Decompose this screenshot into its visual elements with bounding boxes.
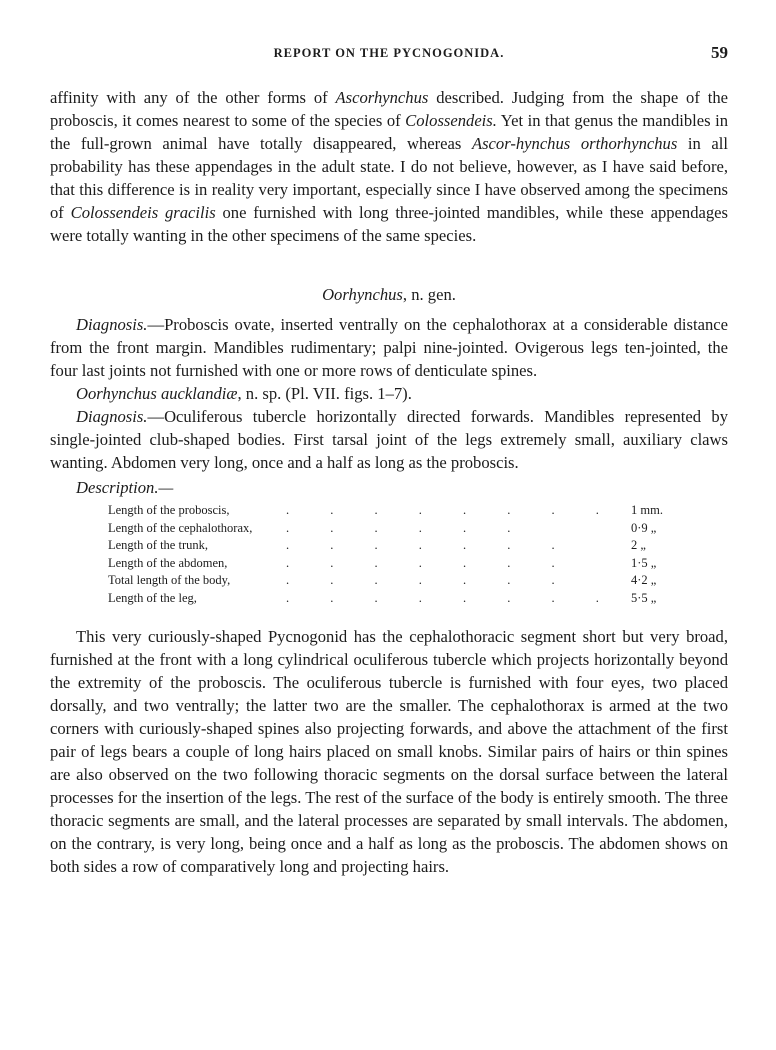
page-number: 59 — [711, 43, 728, 62]
description-label: Description.— — [76, 478, 174, 497]
genus-diagnosis — [50, 313, 728, 382]
text-run: described. Judging from the shape of the proboscis, it comes nearest to some of the species of — [50, 88, 728, 130]
measurement-row — [108, 521, 663, 539]
measurement-label: Total length of the body, — [108, 573, 231, 588]
measurement-value: 1·5 „ — [631, 555, 657, 570]
page — [50, 40, 728, 878]
measurement-label: Length of the abdomen, — [108, 555, 228, 570]
species-diagnosis — [50, 405, 728, 474]
genus-name: Oorhynchus — [322, 285, 403, 304]
measurement-label: Length of the leg, — [108, 590, 197, 605]
text-run: one furnished with long three-jointed mandibles, while these appendages were totally wanting in the other specimens of the same species. — [50, 203, 728, 245]
running-title: REPORT ON THE PYCNOGONIDA. — [273, 46, 505, 60]
measurement-row — [108, 591, 663, 609]
measurement-row — [108, 573, 663, 591]
genus-suffix: , n. gen. — [402, 285, 456, 304]
species-name: Oorhynchus aucklandiæ — [76, 384, 238, 403]
species-reference: , n. sp. (Pl. VII. figs. 1–7). — [237, 384, 412, 403]
diagnosis-label: Diagnosis. — [76, 315, 148, 334]
text-run: in all probability has these appendages in the adult state. I do not believe, however, as I have said before, that this difference is in reality very important, especially since I have observed among the specimens of — [50, 134, 728, 222]
taxon-name: Colossendeis. — [405, 111, 497, 130]
taxon-name: Ascor-hynchus orthorhynchus — [471, 134, 678, 153]
measurement-leader: . . . . . . . . — [286, 590, 599, 605]
measurement-label: Length of the cephalothorax, — [108, 520, 253, 535]
measurement-value: 1 mm. — [631, 503, 663, 517]
paragraph-description: This very curiously-shaped Pycnogonid has the cephalothoracic segment short but very broad, furnished at the front with a long cylindrical oculiferous tubercle which projects horizontally beyond the extremity of the proboscis. The oculiferous tubercle is furnished with four eyes, two placed dorsally, and two ventrally; the latter two are the smaller. The cephalothorax is armed at the two corners with curiously-shaped spines also projecting forwards, and above the attachment of the first pair of legs bears a couple of long hairs placed on small knobs. Similar pairs of hairs or thin spines are also observed on the two following thoracic segments on the dorsal surface between the lateral processes for the insertion of the legs. The rest of the surface of the body is entirely smooth. The three thoracic segments are small, and the lateral processes are separated by small intervals. The abdomen, on the contrary, is very long, being once and a half as long as the proboscis. The abdomen shows on both sides a row of comparatively long and projecting hairs. — [50, 626, 728, 876]
diagnosis-text: —Proboscis ovate, inserted ventrally on the cephalothorax at a considerable distance from the front margin. Mandibles rudimentary; palpi nine-jointed. Ovigerous legs ten-jointed, the four last joints not furnished with one or more rows of denticulate spines. — [50, 315, 728, 380]
taxon-name: Ascorhynchus — [335, 88, 429, 107]
measurement-row — [108, 538, 663, 556]
diagnosis-text: —Oculiferous tubercle horizontally directed forwards. Mandibles represented by single-jointed club-shaped bodies. First tarsal joint of the legs extremely small, auxiliary claws wanting. Abdomen very long, once and a half as long as the proboscis. — [50, 407, 728, 472]
measurement-row — [108, 503, 663, 521]
measurement-leader: . . . . . . . — [286, 538, 555, 553]
species-line — [50, 382, 728, 405]
measurement-label: Length of the proboscis, — [108, 503, 230, 517]
measurement-value: 0·9 „ — [631, 520, 657, 535]
measurement-label: Length of the trunk, — [108, 538, 208, 553]
diagnosis-label: Diagnosis. — [76, 407, 148, 426]
measurement-leader: . . . . . . . . — [286, 503, 599, 517]
paragraph-ascorhynchus-affinity — [50, 86, 728, 247]
measurement-value: 5·5 „ — [631, 590, 657, 605]
measurements-table — [108, 503, 663, 609]
measurement-leader: . . . . . . . — [286, 573, 555, 588]
measurement-value: 4·2 „ — [631, 573, 657, 588]
genus-heading — [50, 285, 728, 305]
running-header — [50, 40, 728, 68]
measurement-leader: . . . . . . . — [286, 555, 555, 570]
measurement-row — [108, 556, 663, 574]
measurement-value: 2 „ — [631, 538, 646, 553]
text-run: affinity with any of the other forms of — [50, 88, 336, 107]
taxon-name: Colossendeis gracilis — [70, 203, 216, 222]
measurement-leader: . . . . . . — [286, 520, 511, 535]
text-run: Yet in that genus the mandibles in the full-grown animal have totally disappeared, whereas — [50, 111, 729, 153]
